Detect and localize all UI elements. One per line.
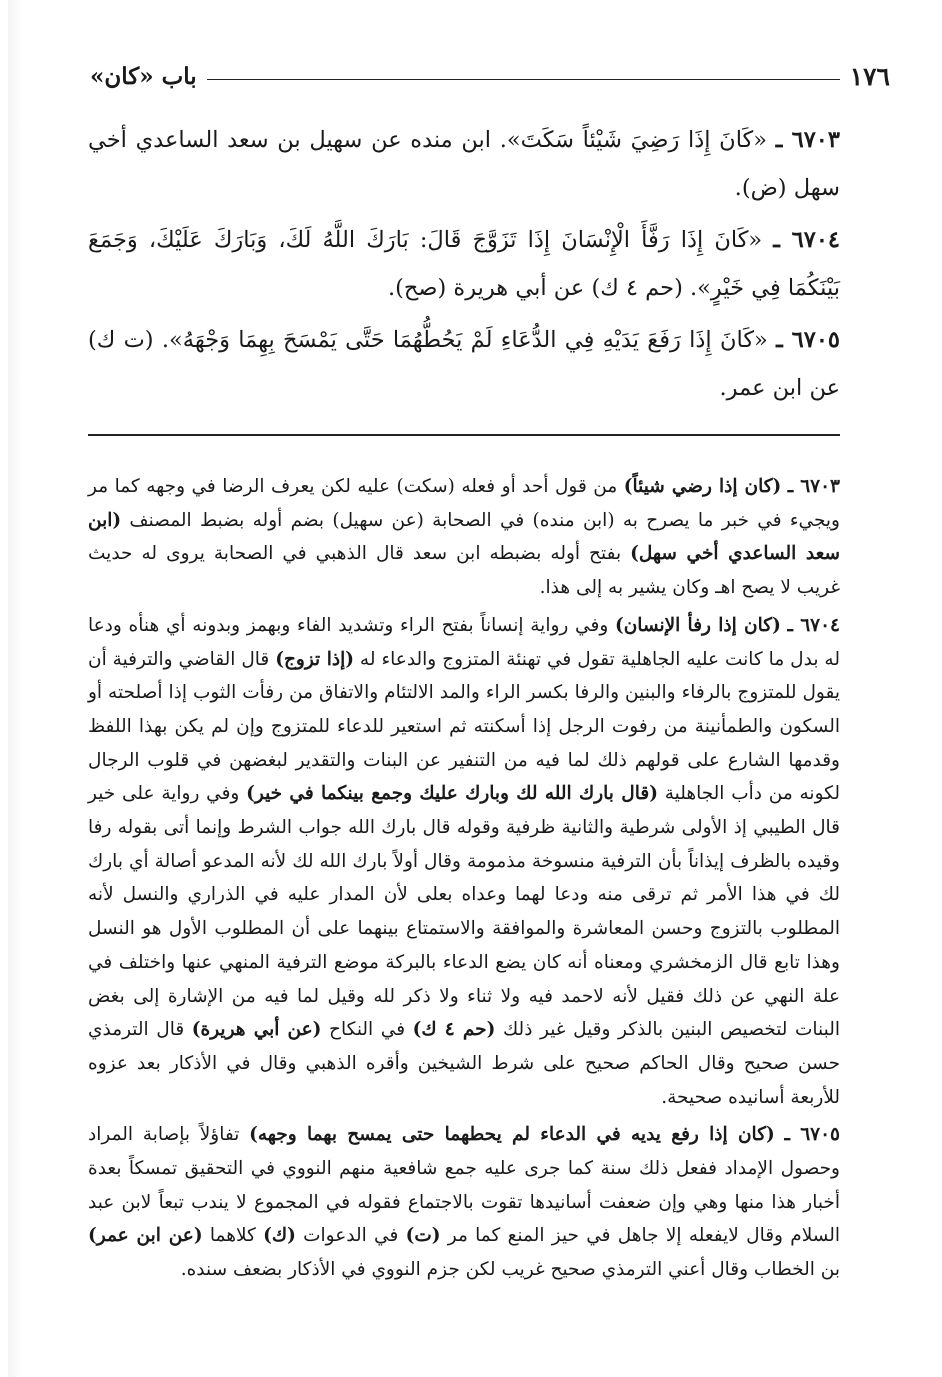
- commentary-number: ٦٧٠٥ ـ: [784, 1124, 840, 1146]
- hadith-source: (ت ك) عن ابن عمر.: [88, 327, 840, 401]
- commentary-quote: (ك): [263, 1225, 296, 1247]
- commentary-quote: (قال بارك الله لك وبارك عليك وجمع بينكما في خير): [246, 783, 658, 805]
- commentary-text: في الدعوات: [295, 1225, 406, 1247]
- hadith-text: «كَانَ إِذَا رَفَعَ يَدَيْهِ فِي الدُّعَاءِ لَمْ يَحُطُّهُمَا حَتَّى يَمْسَحَ بِهِمَا وَجْهَهُ».: [161, 327, 768, 353]
- hadith-number: ٦٧٠٣ ـ: [775, 127, 840, 153]
- commentary-text: من قول أحد أو فعله (سكت) عليه لكن يعرف الرضا في وجهه كما مر ويجيء في خبر ما يصرح به (ابن منده) في الصحابة (عن سهيل) بضم أوله بضبط المصنف: [88, 476, 840, 531]
- commentary-paragraph: [88, 1118, 840, 1287]
- commentary-text: قال الترمذي حسن صحيح وقال الحاكم صحيح على شرط الشيخين وأقره الذهبي وقال في الأذكار بعد عزوه للأربعة أسانيده صحيحة.: [88, 1019, 840, 1108]
- hadith-entry-6704: [88, 216, 840, 312]
- commentary-text: وفي رواية على خير قال الطيبي إذ الأولى شرطية والثانية ظرفية وقوله قال بارك الله جواب الشرط وإنما أتى بقوله رفا وقيده بالظرف إيذاناً بأن الترفية منسوخة مذمومة وقال أولاً بارك الله لك لأنه المدعو أصالة أي بارك لك في هذا الأمر ثم ترقى منه ودعا لهما وعداه بعلى لأن المدار عليه في الذراري والنسل لأنه المطلوب بالتزوج وحسن المعاشرة والموافقة والاستمتاع بينهما على أن المطلوب الأول هو النسل وهذا تابع قال الزمخشري ومعناه أنه كان يضع الدعاء بالبركة موضع الترفية المنهي عنها واختلف في علة النهي عن ذلك فقيل لأنه لاحمد فيه ولا ثناء ولا ذكر لله وقيل لما فيه من الإشارة إلى بغض البنات لتخصيص البنين بالذكر وقيل غير ذلك: [88, 783, 840, 1041]
- commentary-body: [88, 615, 840, 1108]
- commentary-body: [88, 476, 840, 598]
- hadith-text-section: [88, 116, 840, 416]
- commentary-quote: (كان إذا رضي شيئاً): [623, 476, 782, 497]
- page-gutter-shadow: [8, 0, 22, 1377]
- commentary-quote: (ت): [405, 1225, 441, 1247]
- hadith-source: ابن منده عن سهيل بن سعد الساعدي أخي سهل (ض).: [88, 127, 840, 201]
- commentary-text: قال القاضي والترفية أن يقول للمتزوج بالرفاء والبنين والرفا بكسر الراء والمد الالتئام والاتفاق من رفأت الثوب إذا أصلحته أو السكون والطمأنينة من رفوت الرجل إذا أسكنته ثم استعير للدعاء للمتزوج وإن لم يكن بهذا اللفظ وقدمها الشارع على قولهم ذلك لما فيه من التنفير عن البنات والتقدير لبغضهن في قلوب الرجال لكونه من دأب الجاهلية: [88, 648, 840, 805]
- commentary-section: [88, 470, 840, 1291]
- commentary-text: وفي رواية إنساناً بفتح الراء وتشديد الفاء وبهمز وبدونه أي هنأه ودعا له بدل ما كانت عليه الجاهلية تقول في تهنئة المتزوج والدعاء له: [88, 614, 840, 670]
- footnote-separator: [88, 434, 840, 436]
- hadith-number: ٦٧٠٥ ـ: [776, 327, 840, 353]
- commentary-quote: (كان إذا رفأ الإنسان): [614, 614, 781, 636]
- hadith-text: «كَانَ إِذَا رَفَّأَ الْإِنْسَانَ إِذَا تَزَوَّجَ قَالَ: بَارَكَ اللَّهُ لَكَ، وَبَارَكَ عَلَيْكَ، وَجَمَعَ بَيْنَكُمَا فِي خَيْرٍ».: [88, 227, 840, 301]
- commentary-quote: (عن أبي هريرة): [191, 1019, 322, 1041]
- commentary-number: ٦٧٠٤ ـ: [787, 614, 840, 636]
- commentary-quote: (إذا تزوج): [275, 648, 354, 670]
- header-rule: [207, 79, 840, 80]
- commentary-quote: (حم ٤ ك): [412, 1019, 496, 1041]
- commentary-paragraph: [88, 609, 840, 1115]
- commentary-quote: (كان إذا رفع يديه في الدعاء لم يحطهما حتى يمسح بهما وجهه): [249, 1124, 775, 1146]
- hadith-entry-6703: [88, 116, 840, 212]
- commentary-text: تفاؤلاً بإصابة المراد وحصول الإمداد ففعل ذلك سنة كما جرى عليه جمع شافعية منهم النووي في التحقيق تمسكاً بعدة أخبار هذا منها وهي وإن ضعفت أسانيدها تقوت بالاجتماع فقوله في المجموع لا يندب تبعاً لابن عبد السلام وقال لايفعله إلا جاهل في حيز المنع كما مر: [88, 1124, 841, 1247]
- commentary-body: [88, 1124, 840, 1280]
- hadith-entry-6705: [88, 316, 840, 412]
- hadith-number: ٦٧٠٤ ـ: [773, 227, 841, 253]
- commentary-text: في النكاح: [321, 1019, 413, 1041]
- commentary-text: بفتح أوله بضبطه ابن سعد قال الذهبي في الصحابة يروى له حديث غريب لا يصح اهـ وكان يشير به إلى هذا.: [88, 543, 840, 599]
- commentary-text: بن الخطاب وقال أعني الترمذي صحيح غريب لكن جزم النووي في الأذكار بضعف سنده.: [180, 1259, 840, 1281]
- hadith-source: (حم ٤ ك) عن أبي هريرة (صح).: [387, 275, 683, 301]
- chapter-title: باب «كان»: [90, 62, 197, 90]
- running-header: [90, 56, 890, 96]
- page-number: ١٧٦: [849, 61, 890, 91]
- commentary-number: ٦٧٠٣ ـ: [787, 476, 840, 497]
- commentary-quote: (عن ابن عمر): [88, 1225, 203, 1247]
- hadith-text: «كَانَ إِذَا رَضِيَ شَيْئاً سَكَتَ».: [499, 127, 768, 153]
- commentary-text: كلاهما: [202, 1225, 264, 1247]
- commentary-paragraph: [88, 470, 840, 605]
- commentary-quote: (ابن سعد الساعدي أخي سهل): [88, 509, 840, 565]
